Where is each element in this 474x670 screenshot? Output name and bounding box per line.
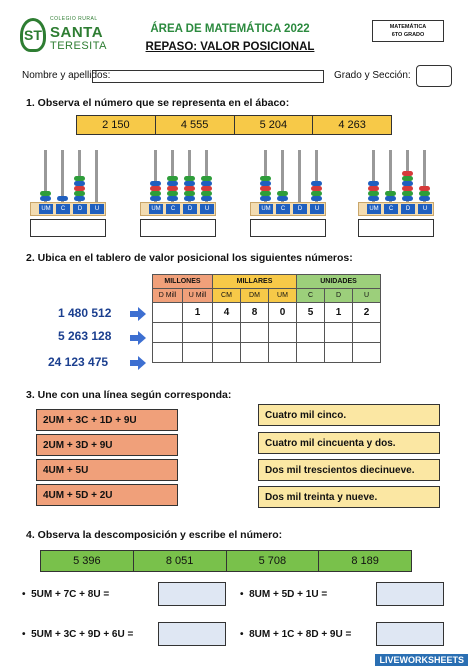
table-cell[interactable] xyxy=(241,323,269,343)
abacus-place-label: UM xyxy=(39,204,53,214)
abacus-bead xyxy=(368,196,379,201)
column-header: C xyxy=(297,289,325,303)
abacus-bead xyxy=(419,196,430,201)
logo-name-text-2: TERESITA xyxy=(50,40,107,52)
abacus-place-label: U xyxy=(310,204,324,214)
group-header-unidades: UNIDADES xyxy=(297,275,381,289)
exercise-1: • 5UM + 7C + 8U = xyxy=(22,589,110,600)
abacus-rod xyxy=(61,150,64,202)
abacus-4 xyxy=(358,148,434,218)
abacus-bead xyxy=(260,191,271,196)
table-cell[interactable] xyxy=(269,343,297,363)
abacus-bead xyxy=(311,191,322,196)
table-cell[interactable] xyxy=(325,343,353,363)
word-number-item[interactable]: Cuatro mil cincuenta y dos. xyxy=(258,432,440,454)
arrow-right-icon xyxy=(130,331,146,345)
arrow-right-icon xyxy=(130,307,146,321)
table-cell[interactable] xyxy=(183,323,213,343)
abacus-bead xyxy=(260,181,271,186)
abacus-bead xyxy=(40,191,51,196)
abacus-bead xyxy=(184,181,195,186)
subject-label: MATEMÁTICA xyxy=(389,24,427,30)
column-header: U xyxy=(353,289,381,303)
page-subtitle: REPASO: VALOR POSICIONAL xyxy=(145,41,315,53)
exercise-text: 8UM + 5D + 1U = xyxy=(249,589,328,600)
table-cell[interactable] xyxy=(353,343,381,363)
exercise-text: 8UM + 1C + 8D + 9U = xyxy=(249,629,352,640)
number-label-2: 5 263 128 xyxy=(58,329,112,343)
abacus-bead xyxy=(150,196,161,201)
exercise-answer-input-4[interactable] xyxy=(376,622,444,646)
abacus-bead xyxy=(260,176,271,181)
abacus-1 xyxy=(30,148,106,218)
table-cell[interactable] xyxy=(325,323,353,343)
abacus-bead xyxy=(184,196,195,201)
abacus-place-label: C xyxy=(384,204,398,214)
abacus-bead xyxy=(277,191,288,196)
place-value-table xyxy=(152,274,381,363)
question-3: 3. Une con una línea según corresponda: xyxy=(26,389,232,401)
exercise-4: • 8UM + 1C + 8D + 9U = xyxy=(240,629,352,640)
logo-small-text: COLEGIO RURAL xyxy=(50,16,98,22)
number-label-1: 1 480 512 xyxy=(58,306,112,320)
abacus-answer-input-3[interactable] xyxy=(250,219,326,237)
abacus-bead xyxy=(368,191,379,196)
word-number-item[interactable]: Cuatro mil cinco. xyxy=(258,404,440,426)
table-cell[interactable] xyxy=(297,323,325,343)
grade-level-label: 6TO GRADO xyxy=(391,32,425,38)
name-label: Nombre y apellidos: xyxy=(22,70,111,81)
expression-item[interactable]: 2UM + 3D + 9U xyxy=(36,434,178,456)
abacus-bead xyxy=(184,176,195,181)
abacus-bead xyxy=(167,196,178,201)
abacus-place-label: D xyxy=(183,204,197,214)
column-header: D Mill xyxy=(153,289,183,303)
abacus-bead xyxy=(419,186,430,191)
abacus-3 xyxy=(250,148,326,218)
table-cell[interactable] xyxy=(297,343,325,363)
abacus-bead xyxy=(184,191,195,196)
column-header: CM xyxy=(213,289,241,303)
abacus-bead xyxy=(277,196,288,201)
abacus-bead xyxy=(150,186,161,191)
abacus-answer-input-2[interactable] xyxy=(140,219,216,237)
abacus-bead xyxy=(402,181,413,186)
abacus-place-label: U xyxy=(418,204,432,214)
abacus-bead xyxy=(260,186,271,191)
expression-item[interactable]: 4UM + 5U xyxy=(36,459,178,481)
number-option: 5 708 xyxy=(227,551,320,571)
table-cell[interactable] xyxy=(153,303,183,323)
abacus-bead xyxy=(402,196,413,201)
abacus-bead xyxy=(385,196,396,201)
exercise-answer-input-1[interactable] xyxy=(158,582,226,606)
abacus-bead xyxy=(167,191,178,196)
page-title: ÁREA DE MATEMÁTICA 2022 xyxy=(150,23,310,35)
grade-section-input[interactable] xyxy=(416,65,452,87)
abacus-place-label: D xyxy=(401,204,415,214)
abacus-bead xyxy=(184,186,195,191)
table-cell[interactable] xyxy=(269,323,297,343)
abacus-place-label: C xyxy=(166,204,180,214)
abacus-bead xyxy=(402,176,413,181)
abacus-bead xyxy=(201,196,212,201)
abacus-bead xyxy=(150,191,161,196)
abacus-bead xyxy=(74,196,85,201)
column-header: U Mill xyxy=(183,289,213,303)
question-2: 2. Ubica en el tablero de valor posicional los siguientes números: xyxy=(26,252,353,264)
decomposition-number-bank xyxy=(40,550,412,572)
column-header: DM xyxy=(241,289,269,303)
expression-item[interactable]: 4UM + 5D + 2U xyxy=(36,484,178,506)
abacus-bead xyxy=(40,196,51,201)
abacus-bead xyxy=(311,196,322,201)
table-cell[interactable]: 0 xyxy=(269,303,297,323)
table-cell[interactable]: 5 xyxy=(297,303,325,323)
abacus-rod xyxy=(298,150,301,202)
abacus-place-label: U xyxy=(200,204,214,214)
abacus-bead xyxy=(368,181,379,186)
abacus-bead xyxy=(260,196,271,201)
abacus-place-label: U xyxy=(90,204,104,214)
abacus-bead xyxy=(167,176,178,181)
abacus-place-label: UM xyxy=(149,204,163,214)
logo-emblem-icon: ST xyxy=(20,18,46,52)
number-option: 8 189 xyxy=(351,555,379,567)
exercise-answer-input-2[interactable] xyxy=(376,582,444,606)
table-cell[interactable] xyxy=(213,343,241,363)
abacus-bead xyxy=(150,181,161,186)
abacus-place-label: C xyxy=(276,204,290,214)
abacus-bead xyxy=(167,186,178,191)
table-cell[interactable] xyxy=(213,323,241,343)
abacus-bead xyxy=(402,171,413,176)
number-label-3: 24 123 475 xyxy=(48,355,109,369)
abacus-bead xyxy=(201,186,212,191)
column-header: UM xyxy=(269,289,297,303)
number-option: 4 555 xyxy=(156,116,235,134)
abacus-2 xyxy=(140,148,216,218)
subject-grade-box xyxy=(372,20,444,42)
abacus-rod xyxy=(95,150,98,202)
abacus-answer-input-4[interactable] xyxy=(358,219,434,237)
exercise-3: • 5UM + 3C + 9D + 6U = xyxy=(22,629,134,640)
table-cell[interactable]: 4 xyxy=(213,303,241,323)
exercise-text: 5UM + 7C + 8U = xyxy=(31,589,110,600)
column-header: D xyxy=(325,289,353,303)
table-cell[interactable] xyxy=(153,343,183,363)
table-cell[interactable] xyxy=(153,323,183,343)
abacus-bead xyxy=(385,191,396,196)
abacus-answer-input-1[interactable] xyxy=(30,219,106,237)
table-cell[interactable]: 1 xyxy=(325,303,353,323)
abacus-number-bank xyxy=(76,115,392,135)
abacus-place-label: C xyxy=(56,204,70,214)
table-cell[interactable] xyxy=(183,343,213,363)
arrow-right-icon xyxy=(130,356,146,370)
number-option: 5 204 xyxy=(235,116,314,134)
abacus-bead xyxy=(311,181,322,186)
question-4: 4. Observa la descomposición y escribe el número: xyxy=(26,529,283,541)
group-header-millares: MILLARES xyxy=(213,275,297,289)
table-cell[interactable]: 1 xyxy=(183,303,213,323)
abacus-place-label: D xyxy=(293,204,307,214)
exercise-text: 5UM + 3C + 9D + 6U = xyxy=(31,629,134,640)
number-option: 5 396 xyxy=(41,551,134,571)
abacus-bead xyxy=(57,196,68,201)
table-cell[interactable] xyxy=(353,323,381,343)
exercise-2: • 8UM + 5D + 1U = xyxy=(240,589,328,600)
abacus-bead xyxy=(74,186,85,191)
table-cell[interactable]: 8 xyxy=(241,303,269,323)
expression-item[interactable]: 2UM + 3C + 1D + 9U xyxy=(36,409,178,431)
school-logo xyxy=(20,14,110,58)
abacus-place-label: UM xyxy=(367,204,381,214)
liveworksheets-brand: LIVEWORKSHEETS xyxy=(375,654,468,666)
abacus-bead xyxy=(201,191,212,196)
grade-section-label: Grado y Sección: xyxy=(334,70,411,81)
abacus-bead xyxy=(368,186,379,191)
abacus-bead xyxy=(167,181,178,186)
abacus-bead xyxy=(402,186,413,191)
word-number-item[interactable]: Dos mil treinta y nueve. xyxy=(258,486,440,508)
abacus-bead xyxy=(74,181,85,186)
abacus-bead xyxy=(402,191,413,196)
group-header-millones: MILLONES xyxy=(153,275,213,289)
exercise-answer-input-3[interactable] xyxy=(158,622,226,646)
abacus-bead xyxy=(201,176,212,181)
word-number-item[interactable]: Dos mil trescientos diecinueve. xyxy=(258,459,440,481)
abacus-place-label: UM xyxy=(259,204,273,214)
abacus-bead xyxy=(311,186,322,191)
abacus-place-label: D xyxy=(73,204,87,214)
abacus-bead xyxy=(419,191,430,196)
abacus-bead xyxy=(74,176,85,181)
abacus-bead xyxy=(74,191,85,196)
name-input[interactable] xyxy=(92,70,324,83)
abacus-bead xyxy=(201,181,212,186)
number-option: 2 150 xyxy=(77,116,156,134)
logo-name-text: SANTA xyxy=(50,24,104,41)
table-cell[interactable] xyxy=(241,343,269,363)
number-option: 4 263 xyxy=(338,119,366,131)
table-cell[interactable]: 2 xyxy=(353,303,381,323)
number-option: 8 051 xyxy=(134,551,227,571)
question-1: 1. Observa el número que se representa en el ábaco: xyxy=(26,97,290,109)
